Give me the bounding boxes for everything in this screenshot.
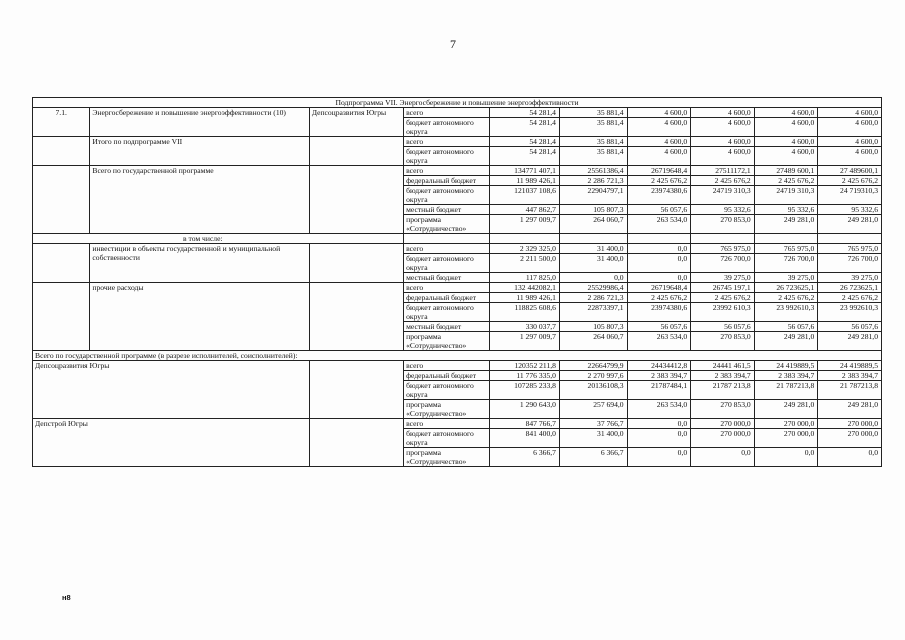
amount-cell: 270 853,0 xyxy=(691,400,755,419)
amount-cell: 1 297 009,7 xyxy=(490,215,560,234)
amount-cell: 56 057,6 xyxy=(691,322,755,332)
amount-cell: 2 383 394,7 xyxy=(627,371,691,381)
amount-cell: 120352 211,8 xyxy=(490,361,560,371)
amount-cell: 249 281,0 xyxy=(818,400,882,419)
amount-cell: 447 862,7 xyxy=(490,205,560,215)
amount-cell: 726 700,0 xyxy=(818,254,882,273)
amount-cell: 4 600,0 xyxy=(818,137,882,147)
amount-cell: 4 600,0 xyxy=(754,108,818,118)
funding-source: федеральный бюджет xyxy=(404,293,490,303)
amount-cell: 4 600,0 xyxy=(754,137,818,147)
amount-cell: 270 000,0 xyxy=(691,429,755,448)
funding-source: бюджет автономного округа xyxy=(404,118,490,137)
amount-cell: 2 383 394,7 xyxy=(691,371,755,381)
funding-source: бюджет автономного округа xyxy=(404,254,490,273)
funding-source: всего xyxy=(404,108,490,118)
amount-cell: 270 000,0 xyxy=(754,419,818,429)
amount-cell: 4 600,0 xyxy=(691,108,755,118)
amount-cell: 132 442082,1 xyxy=(490,283,560,293)
amount-cell: 95 332,6 xyxy=(818,205,882,215)
amount-cell: 0,0 xyxy=(627,429,691,448)
empty-cell xyxy=(754,234,818,244)
amount-cell: 0,0 xyxy=(691,448,755,467)
amount-cell: 54 281,4 xyxy=(490,108,560,118)
amount-cell: 4 600,0 xyxy=(627,147,691,166)
amount-cell: 4 600,0 xyxy=(818,147,882,166)
amount-cell: 4 600,0 xyxy=(691,118,755,137)
row-executor xyxy=(309,283,403,351)
amount-cell: 263 534,0 xyxy=(627,215,691,234)
amount-cell: 54 281,4 xyxy=(490,118,560,137)
amount-cell: 0,0 xyxy=(754,448,818,467)
row-executor xyxy=(309,244,403,283)
table-row xyxy=(33,244,882,254)
funding-source: всего xyxy=(404,419,490,429)
funding-source: федеральный бюджет xyxy=(404,371,490,381)
amount-cell: 249 281,0 xyxy=(818,332,882,351)
table-row xyxy=(33,166,882,176)
amount-cell: 4 600,0 xyxy=(818,108,882,118)
funding-source: всего xyxy=(404,283,490,293)
amount-cell: 11 776 335,0 xyxy=(490,371,560,381)
table-row xyxy=(33,137,882,147)
amount-cell: 24 419889,5 xyxy=(818,361,882,371)
amount-cell: 26 723625,1 xyxy=(754,283,818,293)
footer-mark: н8 xyxy=(62,593,71,602)
funding-source: всего xyxy=(404,166,490,176)
amount-cell: 4 600,0 xyxy=(754,118,818,137)
amount-cell: 1 297 009,7 xyxy=(490,332,560,351)
amount-cell: 25529986,4 xyxy=(559,283,627,293)
amount-cell: 249 281,0 xyxy=(754,400,818,419)
amount-cell: 25561386,4 xyxy=(559,166,627,176)
amount-cell: 134771 407,1 xyxy=(490,166,560,176)
funding-source: местный бюджет xyxy=(404,273,490,283)
amount-cell: 1 290 643,0 xyxy=(490,400,560,419)
budget-table xyxy=(32,97,882,467)
amount-cell: 270 853,0 xyxy=(691,215,755,234)
row-executor xyxy=(309,166,403,234)
amount-cell: 4 600,0 xyxy=(627,118,691,137)
amount-cell: 21787484,1 xyxy=(627,381,691,400)
amount-cell: 21 787213,8 xyxy=(754,381,818,400)
amount-cell: 35 881,4 xyxy=(559,108,627,118)
amount-cell: 54 281,4 xyxy=(490,137,560,147)
amount-cell: 35 881,4 xyxy=(559,137,627,147)
amount-cell: 263 534,0 xyxy=(627,332,691,351)
amount-cell: 27489 600,1 xyxy=(754,166,818,176)
amount-cell: 4 600,0 xyxy=(691,147,755,166)
amount-cell: 2 425 676,2 xyxy=(691,176,755,186)
amount-cell: 22664799,9 xyxy=(559,361,627,371)
amount-cell: 95 332,6 xyxy=(691,205,755,215)
amount-cell: 249 281,0 xyxy=(818,215,882,234)
amount-cell: 39 275,0 xyxy=(691,273,755,283)
amount-cell: 23974380,6 xyxy=(627,186,691,205)
amount-cell: 249 281,0 xyxy=(754,332,818,351)
amount-cell: 22873397,1 xyxy=(559,303,627,322)
amount-cell: 35 881,4 xyxy=(559,147,627,166)
amount-cell: 24434412,8 xyxy=(627,361,691,371)
funding-source: местный бюджет xyxy=(404,322,490,332)
amount-cell: 39 275,0 xyxy=(754,273,818,283)
subprogram-header-row xyxy=(33,98,882,108)
amount-cell: 2 425 676,2 xyxy=(818,293,882,303)
section-title: Всего по государственной программе (в разрезе исполнителей, соисполнителей): xyxy=(33,351,882,361)
empty-cell xyxy=(490,234,560,244)
amount-cell: 23974380,6 xyxy=(627,303,691,322)
amount-cell: 0,0 xyxy=(818,448,882,467)
amount-cell: 2 286 721,3 xyxy=(559,293,627,303)
subprogram-header: Подпрограмма VII. Энергосбережение и повышение энергоэффективности xyxy=(33,98,882,108)
empty-cell xyxy=(818,234,882,244)
amount-cell: 249 281,0 xyxy=(754,215,818,234)
row-number xyxy=(33,137,90,166)
amount-cell: 107285 233,8 xyxy=(490,381,560,400)
amount-cell: 4 600,0 xyxy=(818,118,882,137)
amount-cell: 330 037,7 xyxy=(490,322,560,332)
funding-source: бюджет автономного округа xyxy=(404,147,490,166)
amount-cell: 22904797,1 xyxy=(559,186,627,205)
funding-source: бюджет автономного округа xyxy=(404,186,490,205)
row-number: 7.1. xyxy=(33,108,90,137)
funding-source: бюджет автономного округа xyxy=(404,429,490,448)
amount-cell: 23 992610,3 xyxy=(754,303,818,322)
amount-cell: 23 992610,3 xyxy=(818,303,882,322)
amount-cell: 2 425 676,2 xyxy=(754,293,818,303)
executor-blank xyxy=(309,361,403,419)
amount-cell: 105 807,3 xyxy=(559,322,627,332)
amount-cell: 105 807,3 xyxy=(559,205,627,215)
amount-cell: 270 000,0 xyxy=(818,419,882,429)
amount-cell: 2 286 721,3 xyxy=(559,176,627,186)
amount-cell: 257 694,0 xyxy=(559,400,627,419)
amount-cell: 841 400,0 xyxy=(490,429,560,448)
amount-cell: 264 060,7 xyxy=(559,332,627,351)
amount-cell: 95 332,6 xyxy=(754,205,818,215)
amount-cell: 31 400,0 xyxy=(559,244,627,254)
note-text: в том числе: xyxy=(33,234,404,244)
amount-cell: 0,0 xyxy=(627,254,691,273)
amount-cell: 4 600,0 xyxy=(691,137,755,147)
amount-cell: 0,0 xyxy=(559,273,627,283)
amount-cell: 2 425 676,2 xyxy=(691,293,755,303)
amount-cell: 24 719310,3 xyxy=(818,186,882,205)
amount-cell: 2 211 500,0 xyxy=(490,254,560,273)
amount-cell: 26 723625,1 xyxy=(818,283,882,293)
funding-source: федеральный бюджет xyxy=(404,176,490,186)
amount-cell: 117 825,0 xyxy=(490,273,560,283)
row-executor xyxy=(309,137,403,166)
amount-cell: 726 700,0 xyxy=(754,254,818,273)
amount-cell: 270 000,0 xyxy=(691,419,755,429)
table-row xyxy=(33,361,882,371)
row-number xyxy=(33,244,90,283)
amount-cell: 0,0 xyxy=(627,419,691,429)
amount-cell: 0,0 xyxy=(627,448,691,467)
amount-cell: 765 975,0 xyxy=(818,244,882,254)
amount-cell: 2 425 676,2 xyxy=(818,176,882,186)
table-row xyxy=(33,419,882,429)
amount-cell: 2 383 394,7 xyxy=(754,371,818,381)
amount-cell: 264 060,7 xyxy=(559,215,627,234)
amount-cell: 2 425 676,2 xyxy=(627,293,691,303)
amount-cell: 2 383 394,7 xyxy=(818,371,882,381)
amount-cell: 2 329 325,0 xyxy=(490,244,560,254)
amount-cell: 54 281,4 xyxy=(490,147,560,166)
row-name: Энергосбережение и повышение энергоэффективности (10) xyxy=(90,108,309,137)
amount-cell: 765 975,0 xyxy=(691,244,755,254)
amount-cell: 24719 310,3 xyxy=(691,186,755,205)
amount-cell: 270 000,0 xyxy=(754,429,818,448)
amount-cell: 726 700,0 xyxy=(691,254,755,273)
amount-cell: 2 425 676,2 xyxy=(627,176,691,186)
row-number xyxy=(33,283,90,351)
empty-cell xyxy=(691,234,755,244)
funding-source: программа «Сотрудничество» xyxy=(404,332,490,351)
amount-cell: 263 534,0 xyxy=(627,400,691,419)
funding-source: программа «Сотрудничество» xyxy=(404,400,490,419)
amount-cell: 39 275,0 xyxy=(818,273,882,283)
amount-cell: 21 787213,8 xyxy=(818,381,882,400)
amount-cell: 765 975,0 xyxy=(754,244,818,254)
empty-cell xyxy=(404,234,490,244)
row-name: Итого по подпрограмме VII xyxy=(90,137,309,166)
empty-cell xyxy=(559,234,627,244)
amount-cell: 26719648,4 xyxy=(627,283,691,293)
amount-cell: 26719648,4 xyxy=(627,166,691,176)
amount-cell: 24441 461,5 xyxy=(691,361,755,371)
amount-cell: 0,0 xyxy=(627,273,691,283)
funding-source: бюджет автономного округа xyxy=(404,381,490,400)
amount-cell: 11 989 426,1 xyxy=(490,176,560,186)
executor-name: Депсоцразвития Югры xyxy=(33,361,310,419)
row-executor: Депсоцразвития Югры xyxy=(309,108,403,137)
funding-source: всего xyxy=(404,137,490,147)
amount-cell: 11 989 426,1 xyxy=(490,293,560,303)
amount-cell: 118825 608,6 xyxy=(490,303,560,322)
amount-cell: 27511172,1 xyxy=(691,166,755,176)
amount-cell: 27 489600,1 xyxy=(818,166,882,176)
executor-blank xyxy=(309,419,403,467)
executor-name: Депстрой Югры xyxy=(33,419,310,467)
amount-cell: 270 000,0 xyxy=(818,429,882,448)
amount-cell: 6 366,7 xyxy=(490,448,560,467)
table-row xyxy=(33,283,882,293)
amount-cell: 4 600,0 xyxy=(627,137,691,147)
amount-cell: 20136108,3 xyxy=(559,381,627,400)
amount-cell: 23992 610,3 xyxy=(691,303,755,322)
amount-cell: 270 853,0 xyxy=(691,332,755,351)
amount-cell: 24719 310,3 xyxy=(754,186,818,205)
funding-source: бюджет автономного округа xyxy=(404,303,490,322)
amount-cell: 121037 108,6 xyxy=(490,186,560,205)
page-number: 7 xyxy=(450,37,456,51)
amount-cell: 24 419889,5 xyxy=(754,361,818,371)
funding-source: программа «Сотрудничество» xyxy=(404,215,490,234)
amount-cell: 2 270 997,6 xyxy=(559,371,627,381)
amount-cell: 56 057,6 xyxy=(627,322,691,332)
amount-cell: 35 881,4 xyxy=(559,118,627,137)
section-row xyxy=(33,351,882,361)
row-name: Всего по государственной программе xyxy=(90,166,309,234)
amount-cell: 21787 213,8 xyxy=(691,381,755,400)
amount-cell: 31 400,0 xyxy=(559,429,627,448)
amount-cell: 4 600,0 xyxy=(627,108,691,118)
row-name: инвестиции в объекты государственной и муниципальной собственности xyxy=(90,244,309,283)
amount-cell: 56 057,6 xyxy=(818,322,882,332)
amount-cell: 26745 197,1 xyxy=(691,283,755,293)
table-row xyxy=(33,108,882,118)
amount-cell: 37 766,7 xyxy=(559,419,627,429)
amount-cell: 0,0 xyxy=(627,244,691,254)
amount-cell: 2 425 676,2 xyxy=(754,176,818,186)
amount-cell: 56 057,6 xyxy=(627,205,691,215)
amount-cell: 56 057,6 xyxy=(754,322,818,332)
empty-cell xyxy=(627,234,691,244)
amount-cell: 31 400,0 xyxy=(559,254,627,273)
note-row xyxy=(33,234,882,244)
amount-cell: 6 366,7 xyxy=(559,448,627,467)
funding-source: всего xyxy=(404,361,490,371)
funding-source: программа «Сотрудничество» xyxy=(404,448,490,467)
amount-cell: 4 600,0 xyxy=(754,147,818,166)
row-name: прочие расходы xyxy=(90,283,309,351)
row-number xyxy=(33,166,90,234)
funding-source: всего xyxy=(404,244,490,254)
funding-source: местный бюджет xyxy=(404,205,490,215)
amount-cell: 847 766,7 xyxy=(490,419,560,429)
